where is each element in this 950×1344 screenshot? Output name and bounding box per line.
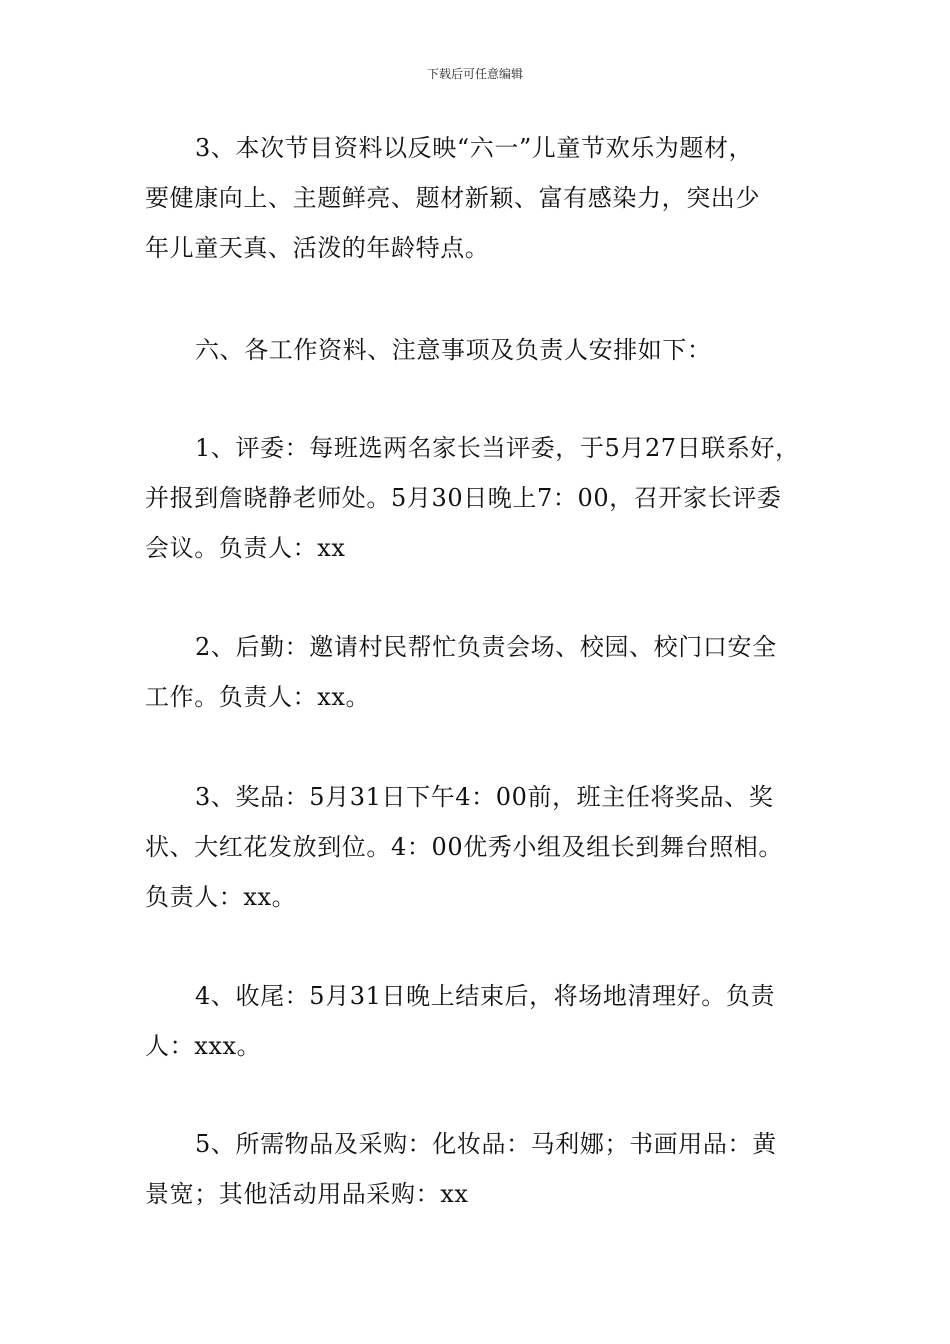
section-heading-six — [145, 325, 835, 375]
text-line: 4、收尾：5月31日晚上结束后，将场地清理好。负责 — [195, 982, 776, 1010]
paragraph-logistics — [145, 622, 835, 722]
text-line: 状、大红花发放到位。4：00优秀小组及组长到舞台照相。 — [145, 833, 784, 861]
text-line: 3、奖品：5月31日下午4：00前，班主任将奖品、奖 — [195, 783, 774, 811]
page-header-note: 下载后可任意编辑 — [426, 67, 523, 81]
text-line: 工作。负责人：xx。 — [145, 683, 371, 711]
text-line: 会议。负责人：xx — [145, 534, 346, 562]
paragraph-prizes — [145, 772, 835, 922]
paragraph-program-content — [145, 123, 835, 273]
paragraph-judges — [145, 423, 835, 573]
paragraph-supplies — [145, 1119, 835, 1219]
text-line: 六、各工作资料、注意事项及负责人安排如下： — [195, 336, 712, 364]
text-line: 2、后勤：邀请村民帮忙负责会场、校园、校门口安全 — [195, 633, 777, 661]
text-line: 3、本次节目资料以反映“六一”儿童节欢乐为题材， — [195, 134, 754, 162]
text-line: 景宽；其他活动用品采购：xx — [145, 1180, 469, 1208]
text-line: 年儿童天真、活泼的年龄特点。 — [145, 234, 490, 262]
text-line: 人：xxx。 — [145, 1032, 262, 1060]
text-line: 要健康向上、主题鲜亮、题材新颖、富有感染力，突出少 — [145, 184, 760, 212]
text-line: 1、评委：每班选两名家长当评委，于5月27日联系好， — [195, 434, 800, 462]
text-line: 5、所需物品及采购：化妆品：马利娜；书画用品：黄 — [195, 1130, 777, 1158]
paragraph-cleanup — [145, 971, 835, 1071]
text-line: 负责人：xx。 — [145, 883, 297, 911]
text-line: 并报到詹晓静老师处。5月30日晚上7：00，召开家长评委 — [145, 484, 782, 512]
